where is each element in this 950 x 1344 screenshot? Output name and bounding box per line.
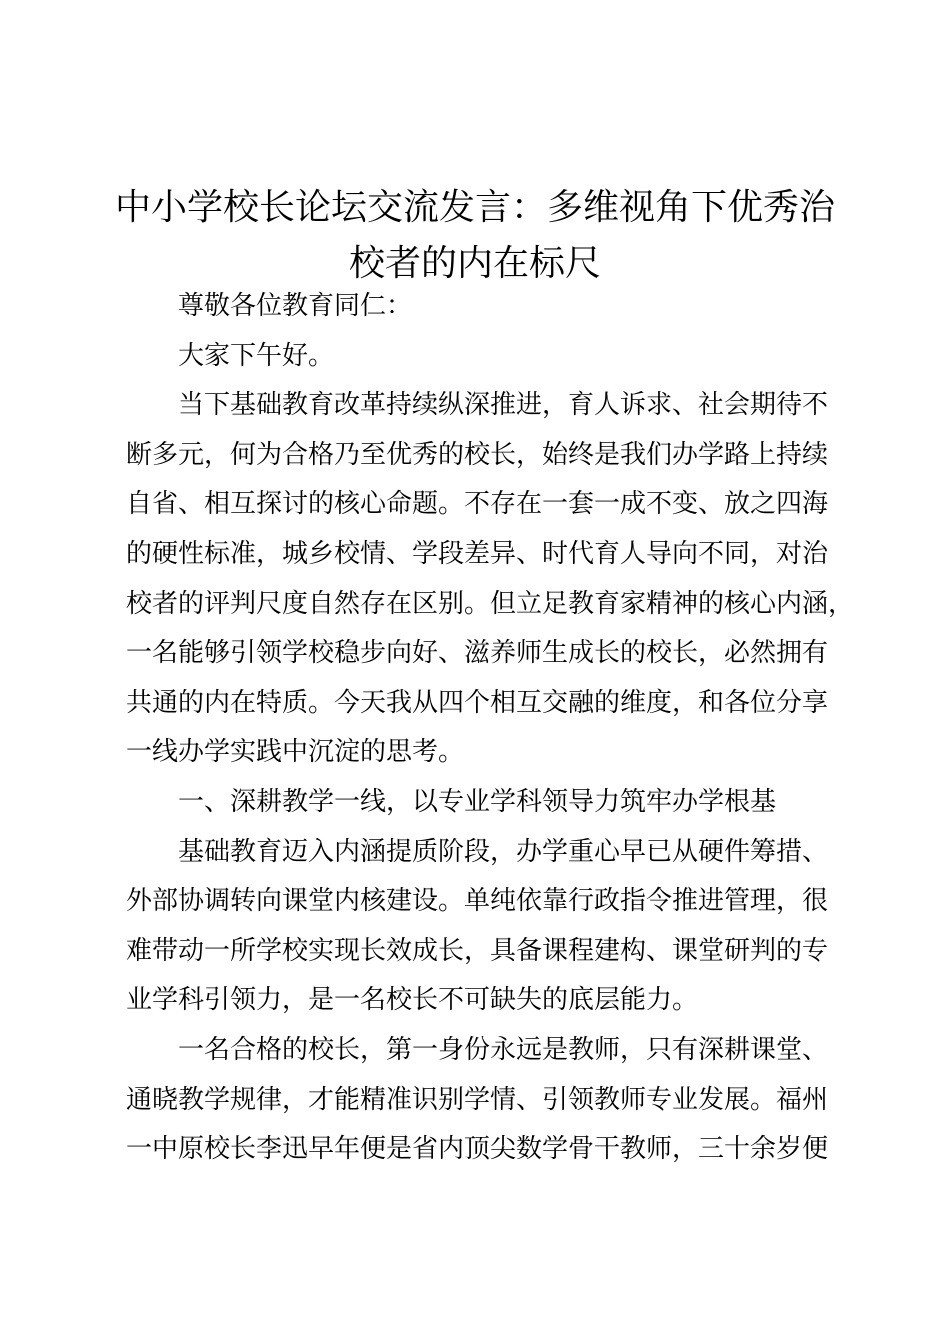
- text-line: 一线办学实践中沉淀的思考。: [126, 737, 465, 768]
- paragraph-section-1b: [126, 1026, 836, 1175]
- text-line: 业学科引领力，是一名校长不可缺失的底层能力。: [126, 985, 699, 1016]
- title-line-1: 中小学校长论坛交流发言：多维视角下优秀治: [114, 187, 835, 228]
- text-line: 一名能够引领学校稳步向好、滋养师生成长的校长，必然拥有: [126, 638, 829, 669]
- text-line: 校者的评判尺度自然存在区别。但立足教育家精神的核心内涵，: [126, 588, 855, 619]
- text-line: 共通的内在特质。今天我从四个相互交融的维度，和各位分享: [126, 687, 829, 718]
- paragraph-section-1a: [126, 828, 836, 1026]
- text-line: 当下基础教育改革持续纵深推进，育人诉求、社会期待不: [178, 390, 829, 421]
- document-title: [100, 180, 850, 292]
- text-line: 断多元，何为合格乃至优秀的校长，始终是我们办学路上持续: [126, 439, 829, 470]
- paragraph-intro: [126, 381, 855, 778]
- text-line: 大家下午好。: [178, 340, 335, 371]
- section-heading-1: [126, 778, 836, 828]
- section-heading-text: 一、深耕教学一线，以专业学科领导力筑牢办学根基: [178, 786, 777, 817]
- text-line: 自省、相互探讨的核心命题。不存在一套一成不变、放之四海: [126, 489, 829, 520]
- text-line: 一中原校长李迅早年便是省内顶尖数学骨干教师，三十余岁便: [126, 1134, 829, 1165]
- text-line: 难带动一所学校实现长效成长，具备课程建构、课堂研判的专: [126, 935, 829, 966]
- paragraph-greeting: [126, 332, 836, 382]
- text-line: 的硬性标准，城乡校情、学段差异、时代育人导向不同，对治: [126, 538, 829, 569]
- text-line: 外部协调转向课堂内核建设。单纯依靠行政指令推进管理，很: [126, 886, 829, 917]
- text-line: 一名合格的校长，第一身份永远是教师，只有深耕课堂、: [178, 1034, 829, 1065]
- text-line: 尊敬各位教育同仁：: [178, 291, 413, 321]
- title-line-2: 校者的内在标尺: [348, 243, 601, 284]
- text-line: 通晓教学规律，才能精准识别学情、引领教师专业发展。福州: [126, 1084, 829, 1115]
- paragraph-salutation: [126, 282, 836, 332]
- document-body: [126, 282, 855, 1175]
- text-line: 基础教育迈入内涵提质阶段，办学重心早已从硬件筹措、: [178, 836, 829, 867]
